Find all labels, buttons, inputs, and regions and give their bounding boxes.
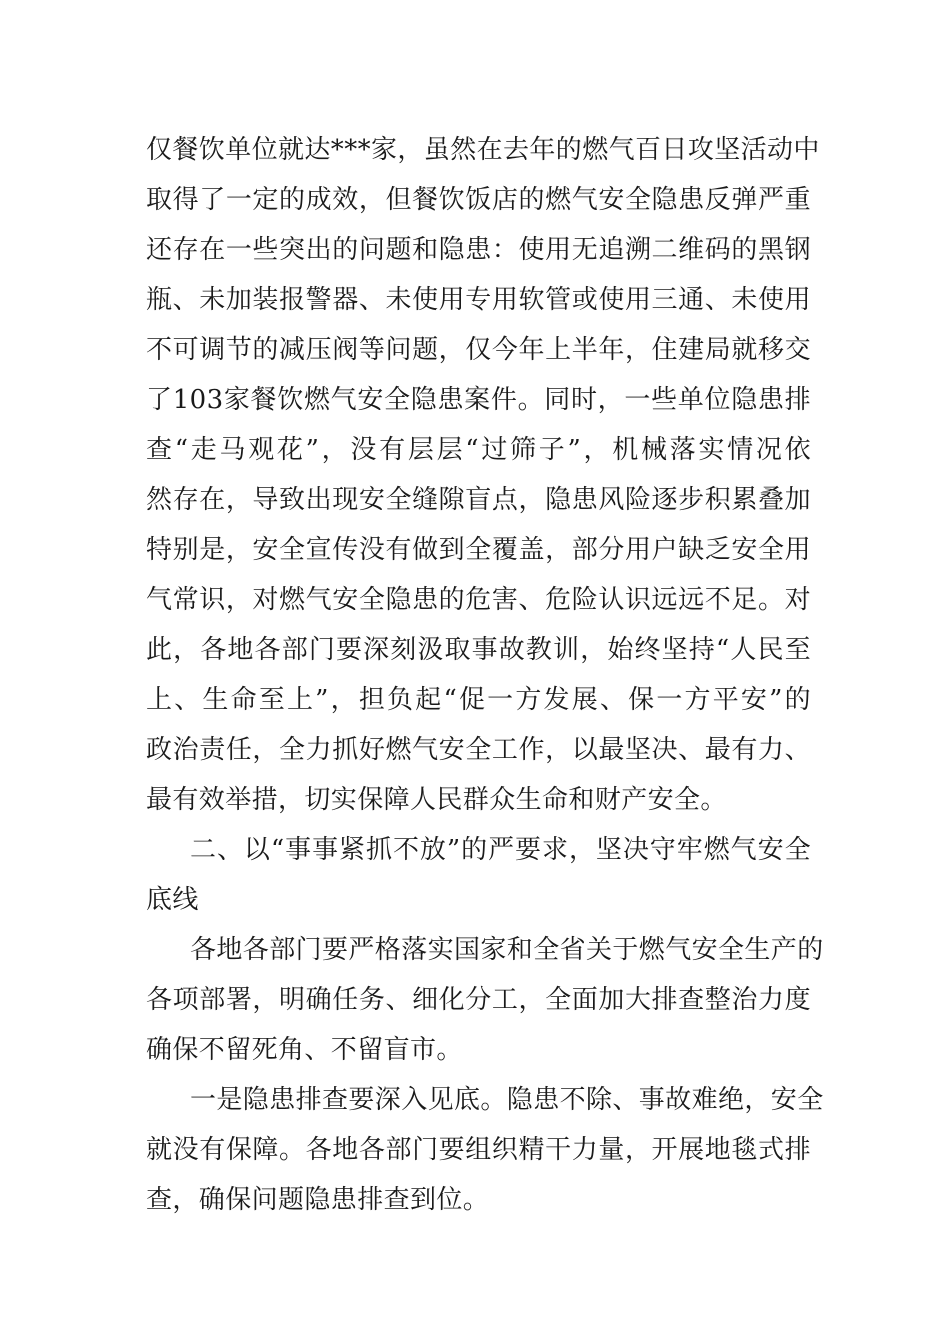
text-line: 了103家餐饮燃气安全隐患案件。同时，一些单位隐患排 [146, 385, 811, 415]
section-heading-line: 底线 [146, 885, 199, 915]
text-line: 瓶、未加装报警器、未使用专用软管或使用三通、未使用 [146, 285, 811, 315]
section-heading-line: 二、以“事事紧抓不放”的严要求，坚决守牢燃气安全 [190, 835, 811, 865]
text-line: 气常识，对燃气安全隐患的危害、危险认识远远不足。对 [146, 585, 811, 615]
text-line: 不可调节的减压阀等问题，仅今年上半年，住建局就移交 [146, 335, 811, 365]
text-line: 确保不留死角、不留盲市。 [146, 1035, 463, 1065]
text-line: 最有效举措，切实保障人民群众生命和财产安全。 [146, 785, 727, 815]
text-line: 查“走马观花”，没有层层“过筛子”，机械落实情况依 [146, 435, 811, 465]
text-line: 取得了一定的成效，但餐饮饭店的燃气安全隐患反弹严重 [146, 185, 811, 215]
text-line: 查，确保问题隐患排查到位。 [146, 1185, 490, 1215]
text-line: 然存在，导致出现安全缝隙盲点，隐患风险逐步积累叠加 [146, 485, 811, 515]
text-line: 就没有保障。各地各部门要组织精干力量，开展地毯式排 [146, 1135, 811, 1165]
text-line: 特别是，安全宣传没有做到全覆盖，部分用户缺乏安全用 [146, 535, 811, 565]
text-line: 上、生命至上”，担负起“促一方发展、保一方平安”的 [146, 685, 811, 715]
text-line: 此，各地各部门要深刻汲取事故教训，始终坚持“人民至 [146, 635, 811, 665]
text-line: 各地各部门要严格落实国家和全省关于燃气安全生产的 [190, 935, 824, 965]
text-line: 一是隐患排查要深入见底。隐患不除、事故难绝，安全 [190, 1085, 824, 1115]
text-line: 各项部署，明确任务、细化分工，全面加大排查整治力度 [146, 985, 811, 1015]
text-line: 还存在一些突出的问题和隐患：使用无追溯二维码的黑钢 [146, 235, 811, 265]
text-line: 政治责任，全力抓好燃气安全工作，以最坚决、最有力、 [146, 735, 811, 765]
text-line: 仅餐饮单位就达***家，虽然在去年的燃气百日攻坚活动中 [146, 135, 820, 165]
